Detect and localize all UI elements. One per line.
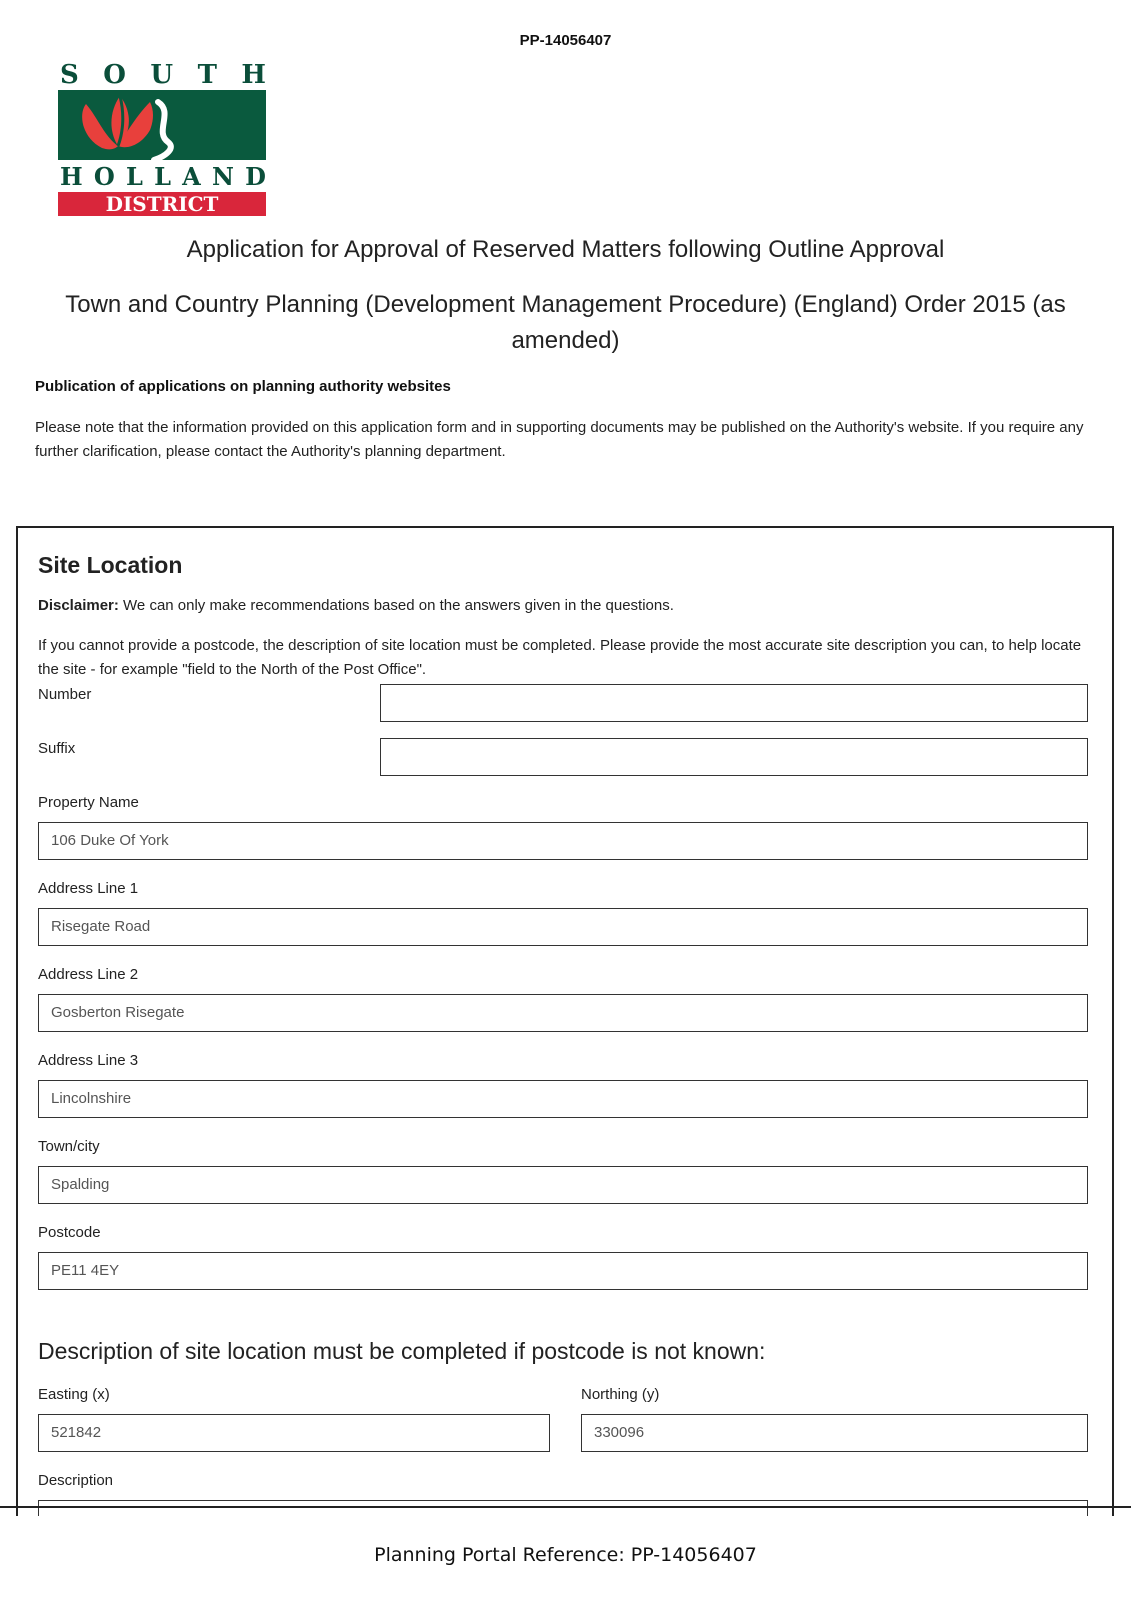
logo-letter: T: [197, 60, 217, 90]
address-line-1-label: Address Line 1: [38, 880, 139, 897]
logo-letter: D: [245, 162, 266, 191]
property-name-label: Property Name: [38, 794, 139, 811]
tulip-emblem: [58, 90, 266, 160]
northing-input[interactable]: 330096: [581, 1414, 1088, 1452]
publication-heading: Publication of applications on planning authority websites: [35, 378, 451, 395]
disclaimer-label: Disclaimer:: [38, 597, 119, 614]
logo-letter: A: [182, 162, 201, 191]
logo-letter: U: [150, 60, 174, 90]
address-line-3-label: Address Line 3: [38, 1052, 139, 1069]
logo-council-text: DISTRICT COUNCIL: [58, 192, 266, 216]
easting-input[interactable]: 521842: [38, 1414, 550, 1452]
suffix-input[interactable]: [380, 738, 1088, 776]
postcode-input[interactable]: PE11 4EY: [38, 1252, 1088, 1290]
suffix-label: Suffix: [38, 740, 76, 757]
address-line-3-input[interactable]: Lincolnshire: [38, 1080, 1088, 1118]
town-city-label: Town/city: [38, 1138, 100, 1155]
address-line-1-input[interactable]: Risegate Road: [38, 908, 1088, 946]
logo-letter: H: [60, 162, 83, 191]
postcode-label: Postcode: [38, 1224, 101, 1241]
disclaimer: [38, 597, 674, 614]
footer-reference: Planning Portal Reference: PP-14056407: [374, 1544, 757, 1566]
postcode-note: If you cannot provide a postcode, the description of site location must be completed. Please provide the most accurate site description you can, to help locate the site - for example "field to the North of the Post Office".: [38, 637, 1082, 678]
page-reference: PP-14056407: [519, 32, 612, 49]
footer-divider: [0, 1506, 1131, 1508]
site-location-panel: [16, 526, 1114, 1516]
tulip-icon: [58, 90, 266, 160]
easting-label: Easting (x): [38, 1386, 110, 1403]
logo-south-text: [58, 60, 268, 90]
council-logo: [58, 60, 268, 240]
address-line-2-input[interactable]: Gosberton Risegate: [38, 994, 1088, 1032]
disclaimer-text: We can only make recommendations based on the answers given in the questions.: [118, 597, 674, 614]
description-label: Description: [38, 1472, 114, 1489]
document-title: Application for Approval of Reserved Matters following Outline Approval: [186, 236, 945, 263]
description-heading: Description of site location must be completed if postcode is not known:: [38, 1338, 766, 1364]
property-name-input[interactable]: 106 Duke Of York: [38, 822, 1088, 860]
town-city-input[interactable]: Spalding: [38, 1166, 1088, 1204]
logo-holland-text: [58, 160, 268, 192]
description-textarea[interactable]: [38, 1500, 1088, 1516]
number-input[interactable]: [380, 684, 1088, 722]
logo-letter: O: [103, 60, 126, 90]
logo-letter: L: [154, 162, 171, 191]
number-label: Number: [38, 686, 92, 703]
logo-letter: N: [211, 162, 234, 191]
address-line-2-label: Address Line 2: [38, 966, 139, 983]
publication-text: Please note that the information provided on this application form and in supporting documents may be published on the Authority's website. If you require any further clarification, please contact the Authority's planning department.: [35, 419, 1084, 460]
logo-letter: O: [93, 162, 115, 191]
site-location-title: Site Location: [38, 552, 183, 578]
logo-letter: H: [241, 60, 266, 90]
document-subtitle: Town and Country Planning (Development Management Procedure) (England) Order 2015 (as amended): [65, 291, 1066, 354]
northing-label: Northing (y): [581, 1386, 660, 1403]
logo-letter: L: [126, 162, 143, 191]
logo-letter: S: [60, 60, 79, 90]
